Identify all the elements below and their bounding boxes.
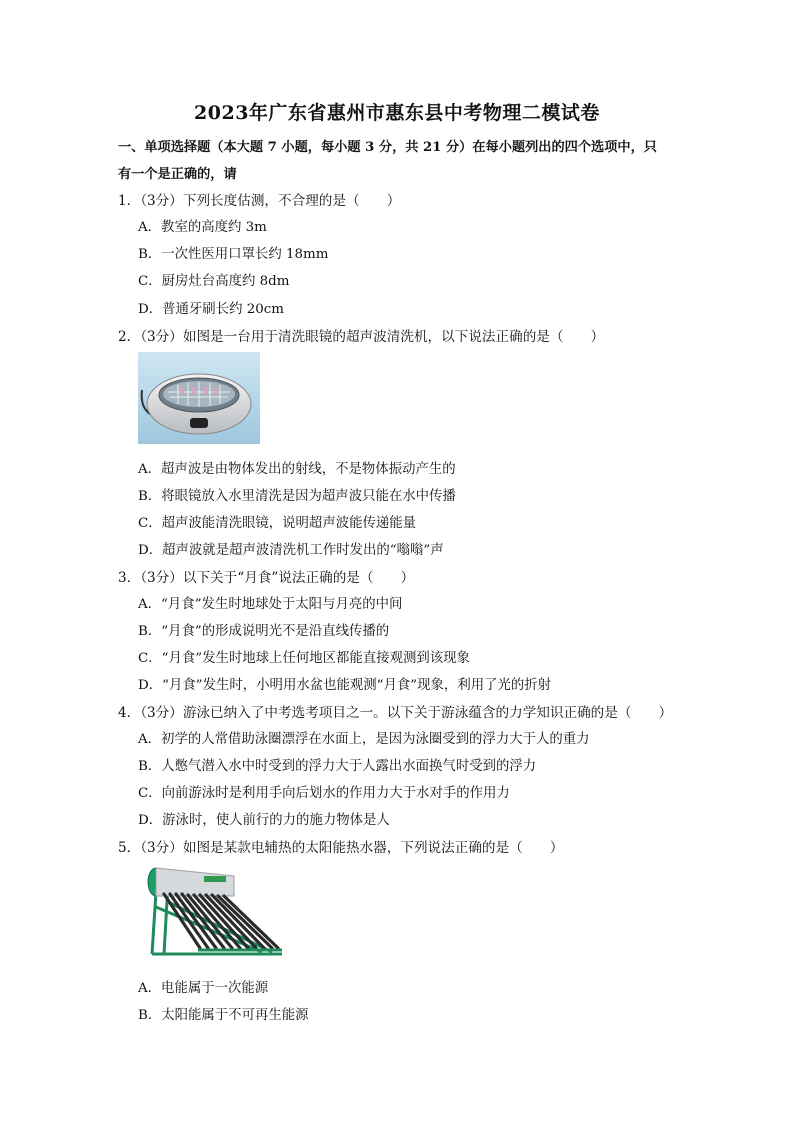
section-heading-line-1: 一、单项选择题（本大题 7 小题，每小题 3 分，共 21 分）在每小题列出的四个选项中，只 bbox=[118, 140, 657, 155]
question-3-stem: 3．（3分）以下关于“月食”说法正确的是（ ） bbox=[118, 570, 415, 586]
question-2-option-c: C．超声波能清洗眼镜，说明超声波能传递能量 bbox=[138, 516, 417, 531]
ultrasonic-cleaner-figure bbox=[138, 352, 260, 444]
section-heading bbox=[118, 134, 678, 188]
question-5-option-a: A．电能属于一次能源 bbox=[138, 981, 269, 996]
question-1-stem: 1．（3分）下列长度估测，不合理的是（ ） bbox=[118, 193, 401, 209]
question-2-stem: 2．（3分）如图是一台用于清洗眼镜的超声波清洗机，以下说法正确的是（ ） bbox=[118, 329, 605, 345]
question-2-option-a: A．超声波是由物体发出的射线，不是物体振动产生的 bbox=[138, 462, 456, 477]
section-heading-line-2: 有一个是正确的，请 bbox=[118, 167, 237, 182]
question-1-option-a: A．教室的高度约 3m bbox=[138, 220, 267, 235]
question-3-option-b: B．“月食”的形成说明光不是沿直线传播的 bbox=[138, 624, 390, 639]
question-5-stem: 5．（3分）如图是某款电辅热的太阳能热水器，下列说法正确的是（ ） bbox=[118, 840, 564, 856]
question-2-option-b: B．将眼镜放入水里清洗是因为超声波只能在水中传播 bbox=[138, 489, 456, 504]
page-title: 2023年广东省惠州市惠东县中考物理二模试卷 bbox=[194, 102, 600, 124]
question-3-option-d: D．“月食”发生时，小明用水盆也能观测“月食”现象，利用了光的折射 bbox=[138, 678, 552, 693]
ultrasonic-cleaner-image bbox=[138, 352, 260, 444]
question-4-stem: 4．（3分）游泳已纳入了中考选考项目之一。以下关于游泳蕴含的力学知识正确的是（ ） bbox=[118, 705, 673, 721]
question-4-option-c: C．向前游泳时是利用手向后划水的作用力大于水对手的作用力 bbox=[138, 786, 510, 801]
question-4-option-d: D．游泳时，使人前行的力的施力物体是人 bbox=[138, 813, 390, 828]
question-5-option-b: B．太阳能属于不可再生能源 bbox=[138, 1008, 309, 1023]
question-4-option-b: B．人憋气潜入水中时受到的浮力大于人露出水面换气时受到的浮力 bbox=[138, 759, 537, 774]
solar-water-heater-figure bbox=[142, 862, 284, 958]
question-3-option-a: A．“月食”发生时地球处于太阳与月亮的中间 bbox=[138, 597, 403, 612]
question-4-option-a: A．初学的人常借助泳圈漂浮在水面上，是因为泳圈受到的浮力大于人的重力 bbox=[138, 732, 590, 747]
question-1-option-c: C．厨房灶台高度约 8dm bbox=[138, 274, 290, 289]
solar-water-heater-image bbox=[142, 862, 284, 958]
question-1-option-b: B．一次性医用口罩长约 18mm bbox=[138, 247, 329, 262]
question-2-option-d: D．超声波就是超声波清洗机工作时发出的“嗡嗡”声 bbox=[138, 543, 444, 558]
question-1-option-d: D．普通牙刷长约 20cm bbox=[138, 302, 284, 317]
question-3-option-c: C．“月食”发生时地球上任何地区都能直接观测到该现象 bbox=[138, 651, 470, 666]
